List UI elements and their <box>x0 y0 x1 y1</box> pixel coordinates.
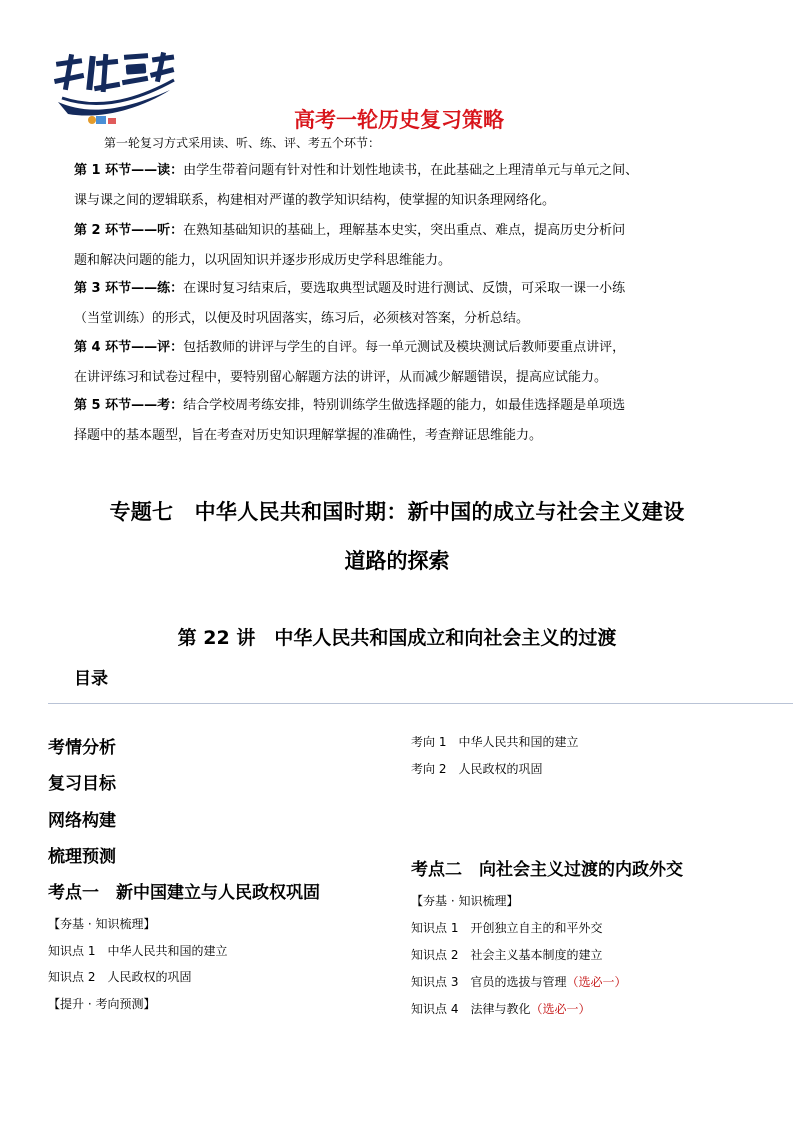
step-text: 结合学校周考练安排，特别训练学生做选择题的能力，如最佳选择题是单项选 <box>183 398 626 413</box>
toc-link-foundation-2[interactable]: 【夯基 · 知识梳理】 <box>411 894 519 908</box>
toc-link-knowledge-2-4[interactable] <box>411 1000 590 1017</box>
step-text: 在讲评练习和试卷过程中，要特别留心解题方法的讲评，从而减少解题错误，提高应试能力。 <box>74 370 608 385</box>
toc-link-knowledge-1[interactable]: 知识点 1 中华人民共和国的建立 <box>48 944 228 958</box>
step-paragraph-1 <box>74 156 724 216</box>
step-text: 在熟知基础知识的基础上，理解基本史实，突出重点、难点，提高历史分析问 <box>183 223 626 238</box>
step-label: 第 1 环节——读： <box>74 163 184 178</box>
topic-heading-continued: 道路的探索 <box>344 549 450 573</box>
toc-item-text: 知识点 4 法律与教化 <box>411 1002 531 1016</box>
step-label: 第 4 环节——评： <box>74 340 184 355</box>
toc-link-review-goals[interactable]: 复习目标 <box>48 774 116 794</box>
toc-link-improvement[interactable]: 【提升 · 考向预测】 <box>48 997 156 1011</box>
topic-heading: 专题七 中华人民共和国时期：新中国的成立与社会主义建设 <box>109 500 685 524</box>
step-text: （当堂训练）的形式，以便及时巩固落实，练习后，必须核对答案，分析总结。 <box>74 311 530 326</box>
toc-link-direction-2[interactable]: 考向 2 人民政权的巩固 <box>411 762 543 776</box>
lecture-heading: 第 22 讲 中华人民共和国成立和向社会主义的过渡 <box>177 627 617 649</box>
step-label: 第 2 环节——听： <box>74 223 184 238</box>
step-label: 第 3 环节——练： <box>74 281 184 296</box>
toc-title: 目录 <box>74 669 108 689</box>
step-paragraph-3 <box>74 274 724 334</box>
step-text: 课与课之间的逻辑联系，构建相对严谨的教学知识结构，使掌握的知识条理网络化。 <box>74 193 556 208</box>
toc-link-point-one[interactable]: 考点一 新中国建立与人民政权巩固 <box>48 883 320 903</box>
step-paragraph-5 <box>74 391 724 451</box>
toc-link-foundation[interactable]: 【夯基 · 知识梳理】 <box>48 917 156 931</box>
toc-link-review-forecast[interactable]: 梳理预测 <box>48 847 116 867</box>
toc-link-network[interactable]: 网络构建 <box>48 811 116 831</box>
step-text: 择题中的基本题型，旨在考查对历史知识理解掌握的准确性，考查辩证思维能力。 <box>74 428 543 443</box>
step-text: 题和解决问题的能力，以巩固知识并逐步形成历史学科思维能力。 <box>74 253 452 268</box>
toc-link-knowledge-2-3[interactable] <box>411 973 626 990</box>
step-text: 由学生带着问题有针对性和计划性地读书，在此基础之上理清单元与单元之间、 <box>183 163 639 178</box>
toc-link-knowledge-2-2[interactable]: 知识点 2 社会主义基本制度的建立 <box>411 948 603 962</box>
toc-link-exam-analysis[interactable]: 考情分析 <box>48 738 116 758</box>
toc-link-direction-1[interactable]: 考向 1 中华人民共和国的建立 <box>411 735 579 749</box>
toc-divider <box>48 703 793 704</box>
step-text: 在课时复习结束后，要选取典型试题及时进行测试、反馈，可采取一课一小练 <box>183 281 626 296</box>
toc-link-point-two[interactable]: 考点二 向社会主义过渡的内政外交 <box>411 860 683 880</box>
step-paragraph-2 <box>74 216 724 276</box>
toc-item-text: 知识点 3 官员的选拔与管理 <box>411 975 567 989</box>
step-text: 包括教师的讲评与学生的自评。每一单元测试及模块测试后教师要重点讲评， <box>183 340 626 355</box>
intro-paragraph: 第一轮复习方式采用读、听、练、评、考五个环节： <box>104 136 381 150</box>
step-paragraph-4 <box>74 333 724 393</box>
step-label: 第 5 环节——考： <box>74 398 184 413</box>
toc-link-knowledge-2-1[interactable]: 知识点 1 开创独立自主的和平外交 <box>411 921 603 935</box>
document-title: 高考一轮历史复习策略 <box>294 108 504 132</box>
elective-note: （选必一） <box>530 1002 591 1016</box>
elective-note: （选必一） <box>566 975 627 989</box>
toc-link-knowledge-2[interactable]: 知识点 2 人民政权的巩固 <box>48 970 192 984</box>
